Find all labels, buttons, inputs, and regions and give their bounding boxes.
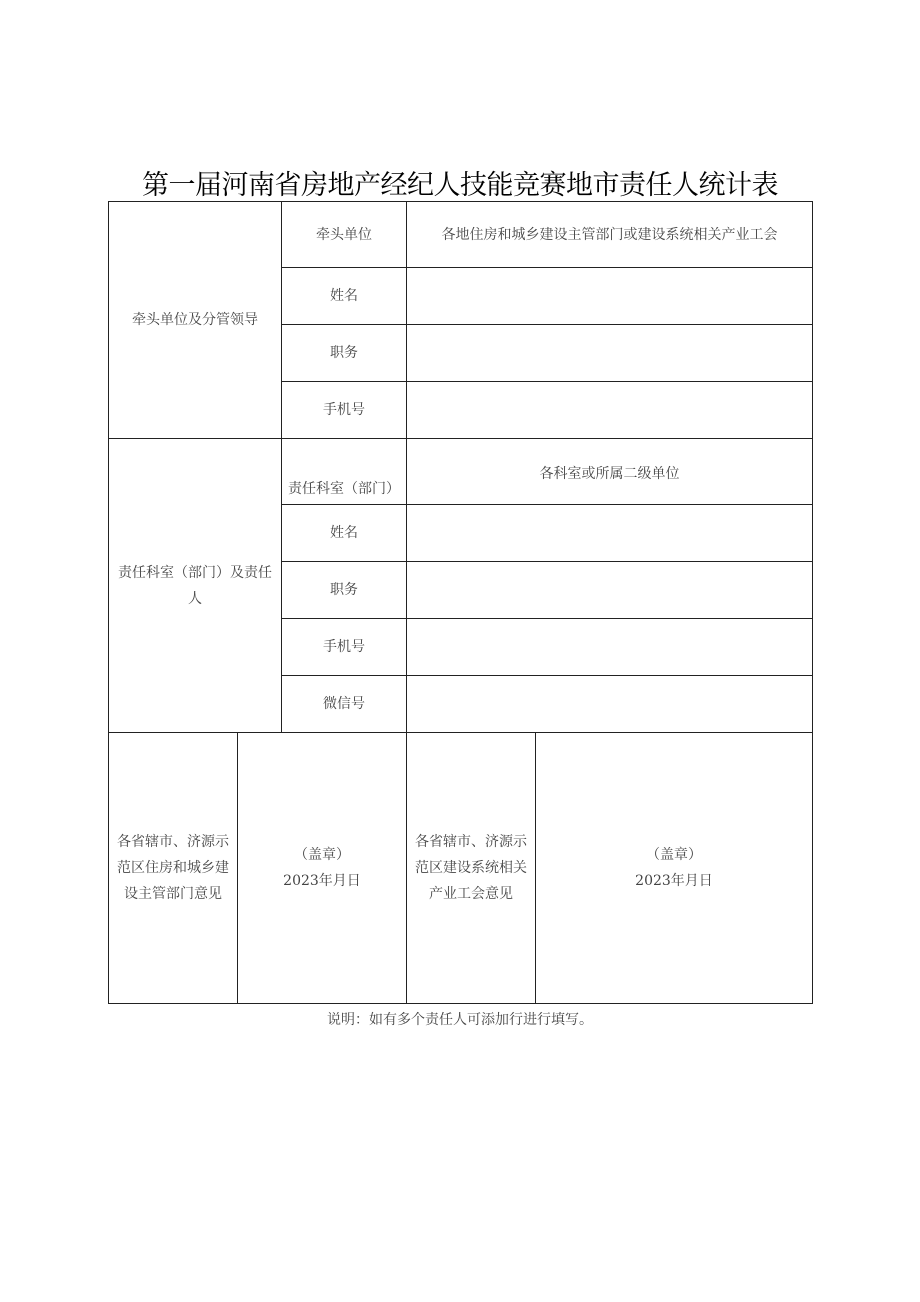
- responsible-section-label: 责任科室（部门）及责任人: [109, 439, 282, 733]
- housing-dept-opinion-label: 各省辖市、济源示范区住房和城乡建设主管部门意见: [109, 733, 238, 1004]
- responsible-name-field[interactable]: [407, 505, 813, 562]
- responsibility-form-table: [108, 201, 813, 1004]
- seal-label: （盖章）: [294, 847, 350, 863]
- page-title: 第一届河南省房地产经纪人技能竞赛地市责任人统计表: [142, 170, 778, 201]
- lead-unit-value: 各地住房和城乡建设主管部门或建设系统相关产业工会: [407, 202, 813, 268]
- leader-phone-label: 手机号: [282, 382, 407, 439]
- date-label: 2023年月日: [283, 873, 361, 889]
- leader-position-label: 职务: [282, 325, 407, 382]
- leader-name-label: 姓名: [282, 268, 407, 325]
- table-row: [109, 733, 813, 1004]
- table-row: [109, 202, 813, 268]
- dept-value: 各科室或所属二级单位: [407, 439, 813, 505]
- union-opinion-label: 各省辖市、济源示范区建设系统相关产业工会意见: [407, 733, 536, 1004]
- responsible-phone-label: 手机号: [282, 619, 407, 676]
- leader-name-field[interactable]: [407, 268, 813, 325]
- lead-unit-label: 牵头单位: [282, 202, 407, 268]
- leader-position-field[interactable]: [407, 325, 813, 382]
- housing-dept-seal-area[interactable]: [238, 733, 407, 1004]
- responsible-phone-field[interactable]: [407, 619, 813, 676]
- dept-label: 责任科室（部门）: [282, 439, 407, 505]
- union-seal-area[interactable]: [536, 733, 813, 1004]
- date-label: 2023年月日: [635, 873, 713, 889]
- responsible-position-label: 职务: [282, 562, 407, 619]
- responsible-wechat-label: 微信号: [282, 676, 407, 733]
- leader-section-label: 牵头单位及分管领导: [109, 202, 282, 439]
- responsible-position-field[interactable]: [407, 562, 813, 619]
- leader-phone-field[interactable]: [407, 382, 813, 439]
- table-row: [109, 439, 813, 505]
- seal-label: （盖章）: [646, 847, 702, 863]
- responsible-wechat-field[interactable]: [407, 676, 813, 733]
- responsible-name-label: 姓名: [282, 505, 407, 562]
- footnote: 说明：如有多个责任人可添加行进行填写。: [327, 1012, 593, 1028]
